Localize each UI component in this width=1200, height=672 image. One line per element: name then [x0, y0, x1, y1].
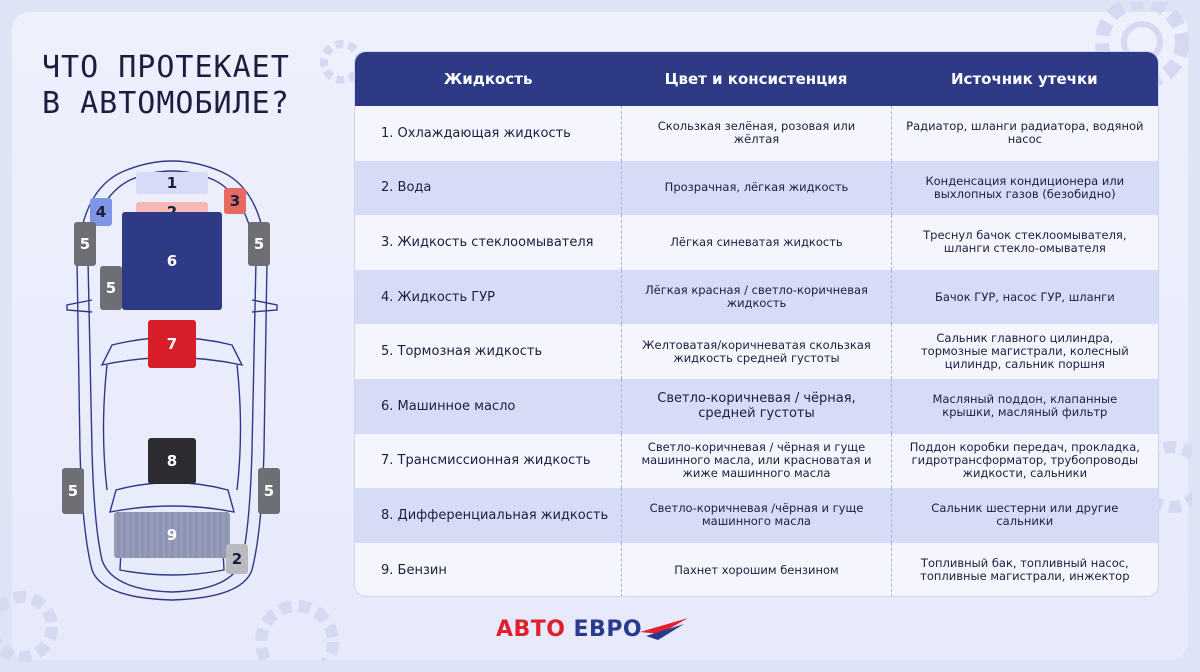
cell-fluid: 3. Жидкость стеклоомывателя [381, 234, 594, 250]
cell-fluid: 4. Жидкость ГУР [381, 289, 495, 305]
table-row [355, 215, 1158, 270]
cell-fluid: 8. Дифференциальная жидкость [381, 507, 609, 523]
table-row [355, 434, 1158, 489]
table-row [355, 106, 1158, 161]
part-brake-5-front-left: 5 [74, 222, 96, 266]
cell-color: Пахнет хорошим бензином [621, 543, 890, 597]
part-engine-oil-6: 6 [122, 212, 222, 310]
table-row [355, 543, 1158, 597]
cell-color: Желтоватая/коричневатая скользкая жидкость средней густоты [621, 324, 890, 379]
part-fuel-9: 9 [114, 512, 230, 558]
cell-source: Сальник главного цилиндра, тормозные магистрали, колесный цилиндр, сальник поршня [891, 324, 1158, 379]
table-row [355, 379, 1158, 434]
table-header [355, 52, 1158, 106]
table-row [355, 488, 1158, 543]
logo-part-avto: АВТО [496, 616, 566, 642]
brand-logo [496, 612, 690, 646]
part-transmission-7: 7 [148, 320, 196, 368]
cell-color: Скользкая зелёная, розовая или жёлтая [621, 106, 890, 161]
logo-part-evro: ЕВРО [573, 616, 643, 642]
part-water-2-rear: 2 [226, 544, 248, 574]
title-line-2: В АВТОМОБИЛЕ? [42, 86, 290, 121]
cell-source: Треснул бачок стеклоомывателя, шланги стекло-омывателя [891, 215, 1158, 270]
cell-fluid: 5. Тормозная жидкость [381, 344, 543, 360]
cell-fluid: 2. Вода [381, 180, 432, 196]
cell-color: Прозрачная, лёгкая жидкость [621, 161, 890, 216]
header-color: Цвет и консистенция [664, 70, 848, 88]
cell-source: Масляный поддон, клапанные крышки, масляный фильтр [891, 379, 1158, 434]
part-brake-5-middle: 5 [100, 266, 122, 310]
table-row [355, 324, 1158, 379]
part-brake-5-rear-left: 5 [62, 468, 84, 514]
title-line-1: ЧТО ПРОТЕКАЕТ [42, 50, 290, 85]
cell-color: Светло-коричневая / чёрная, средней густоты [621, 379, 890, 434]
part-washer-3: 3 [224, 188, 246, 214]
page-title [42, 50, 290, 122]
part-brake-5-rear-right: 5 [258, 468, 280, 514]
part-coolant-1: 1 [136, 172, 208, 194]
header-fluid: Жидкость [443, 70, 533, 88]
cell-color: Светло-коричневая /чёрная и гуще машинного масла [621, 488, 890, 543]
cell-source: Радиатор, шланги радиатора, водяной насос [891, 106, 1158, 161]
cell-color: Лёгкая синеватая жидкость [621, 215, 890, 270]
part-brake-5-front-right: 5 [248, 222, 270, 266]
table-row [355, 161, 1158, 216]
logo-swoosh-icon [640, 614, 690, 644]
cell-fluid: 9. Бензин [381, 562, 447, 578]
cell-source: Топливный бак, топливный насос, топливные магистрали, инжектор [891, 543, 1158, 597]
leak-table [354, 51, 1159, 597]
cell-source: Сальник шестерни или другие сальники [891, 488, 1158, 543]
header-source: Источник утечки [951, 70, 1098, 88]
cell-source: Конденсация кондиционера или выхлопных газов (безобидно) [891, 161, 1158, 216]
table-row [355, 270, 1158, 325]
cell-fluid: 1. Охлаждающая жидкость [381, 125, 571, 141]
cell-color: Лёгкая красная / светло-коричневая жидкость [621, 270, 890, 325]
cell-fluid: 6. Машинное масло [381, 398, 516, 414]
cell-fluid: 7. Трансмиссионная жидкость [381, 453, 591, 469]
car-diagram [52, 150, 312, 610]
cell-color: Светло-коричневая / чёрная и гуще машинного масла, или красноватая и жиже машинного масла [621, 434, 890, 489]
cell-source: Бачок ГУР, насос ГУР, шланги [891, 270, 1158, 325]
cell-source: Поддон коробки передач, прокладка, гидротрансформатор, трубопроводы жидкости, сальники [891, 434, 1158, 489]
part-differential-8: 8 [148, 438, 196, 484]
part-power-steering-4: 4 [90, 198, 112, 226]
